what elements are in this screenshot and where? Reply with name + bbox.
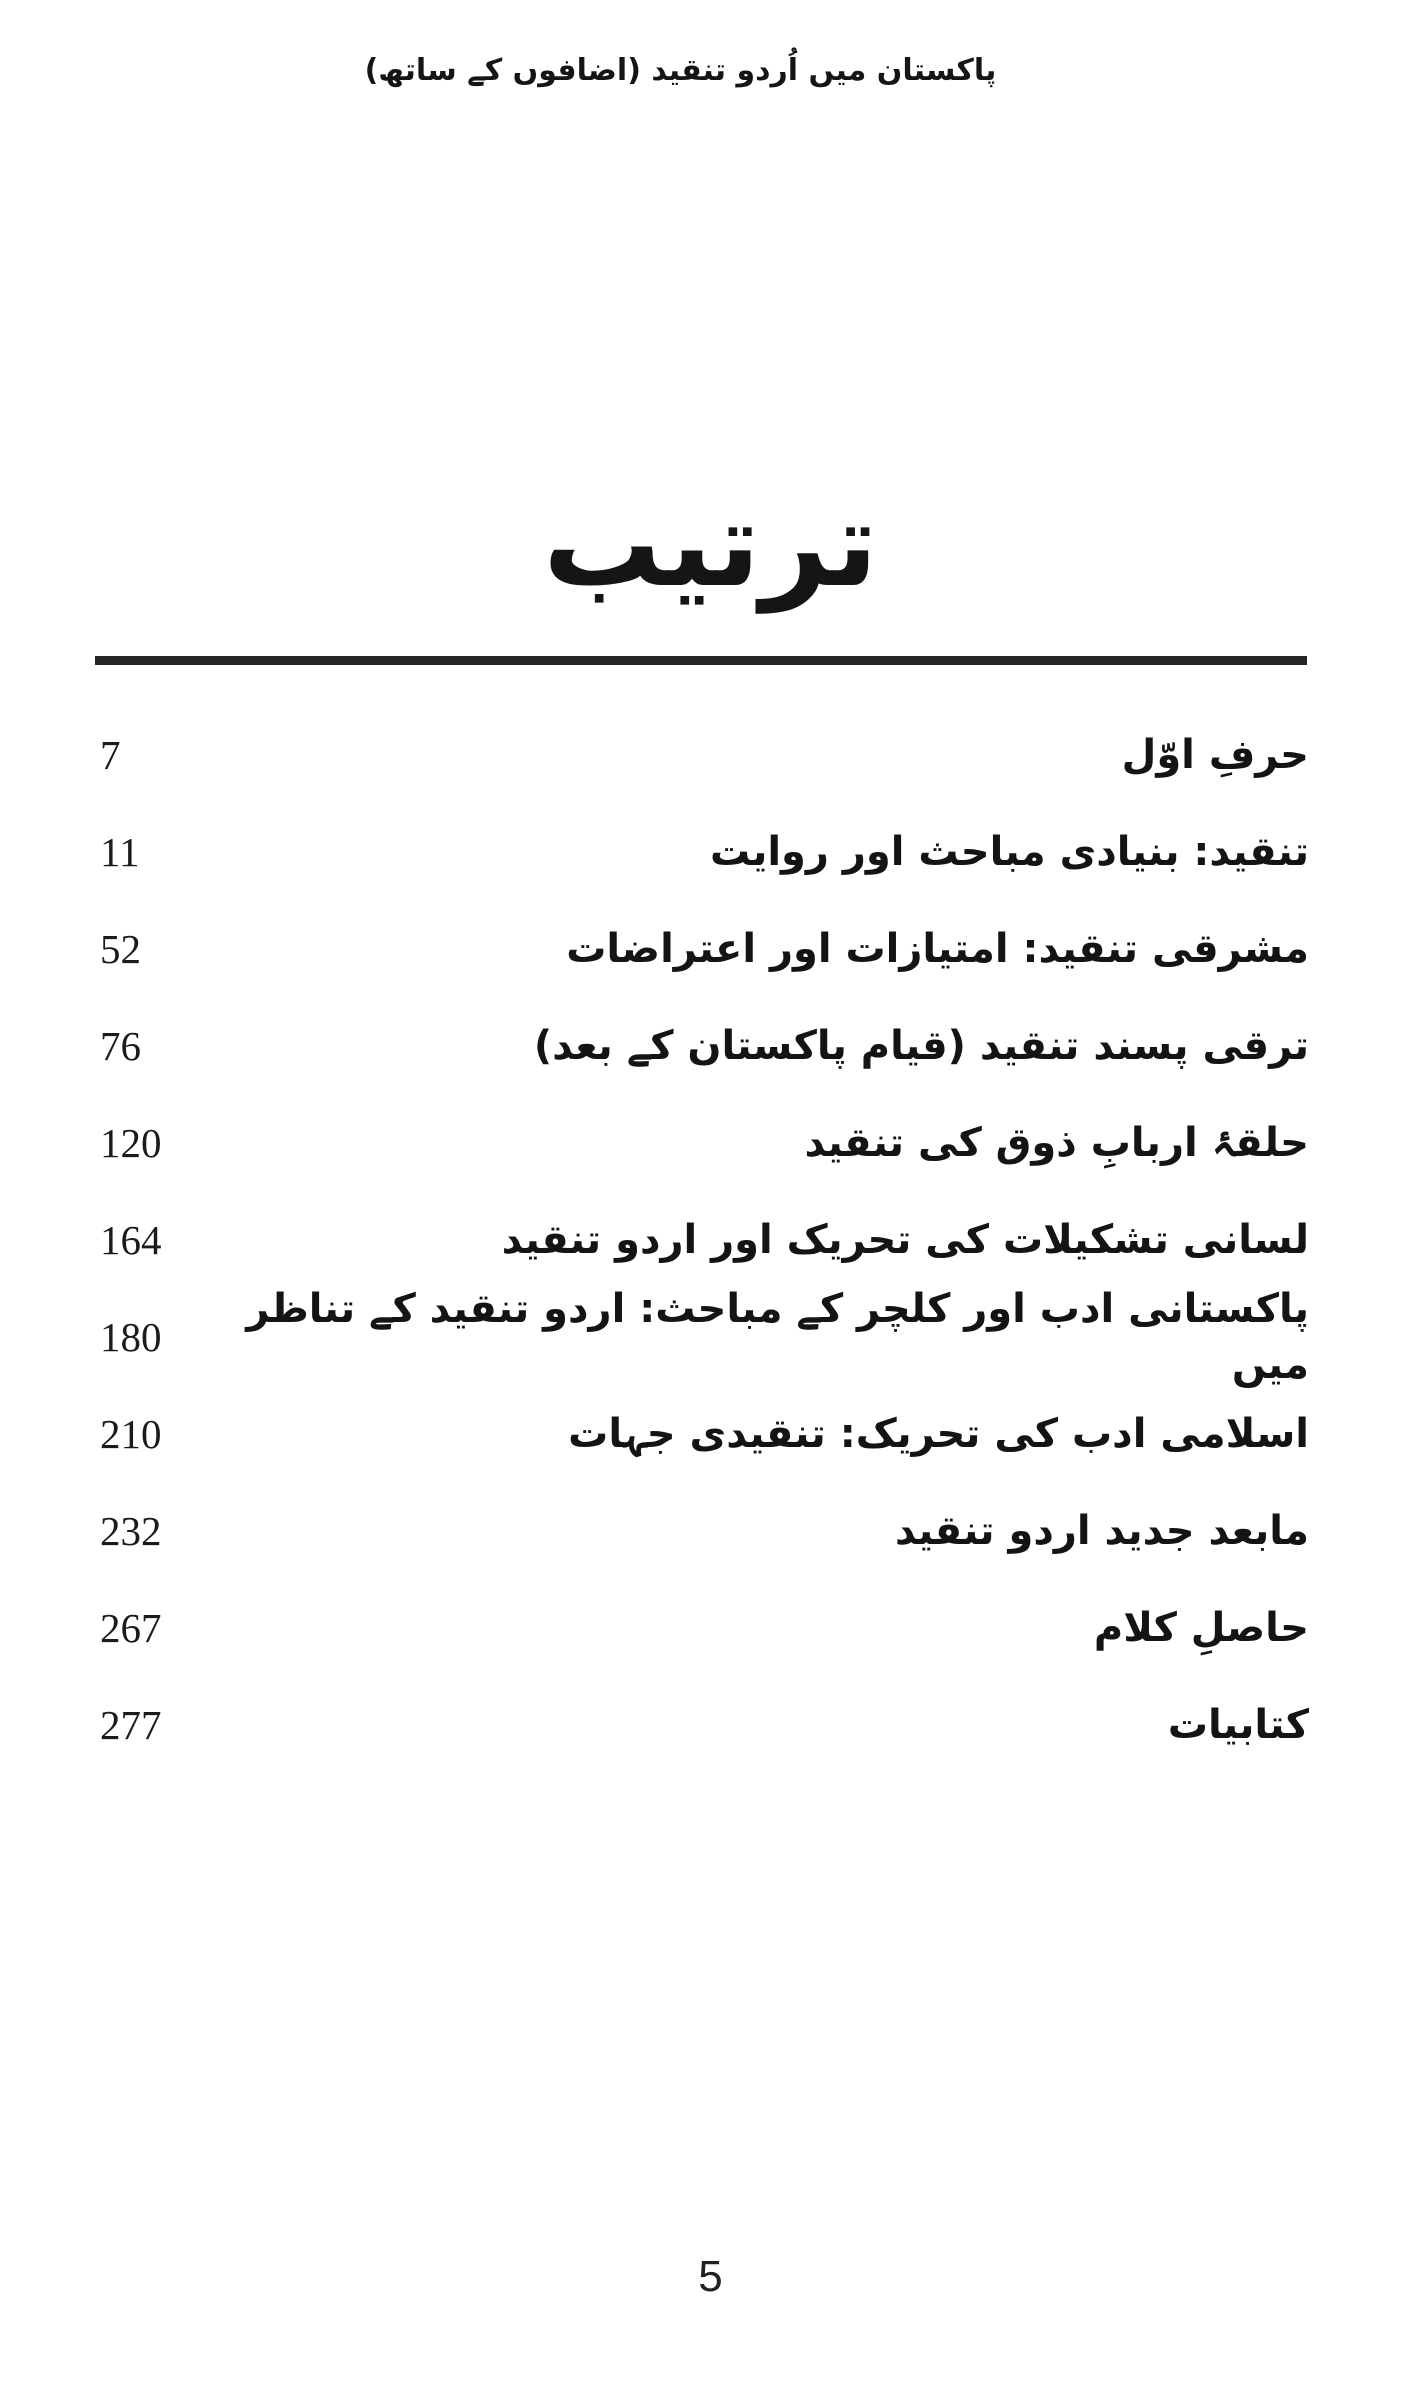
toc-entry-title: حاصلِ کلام	[1093, 1604, 1309, 1651]
toc-entry-title: مشرقی تنقید: امتیازات اور اعتراضات	[566, 925, 1309, 972]
title-rule	[95, 656, 1307, 665]
book-title: پاکستان میں اُردو تنقید (اضافوں کے ساتھ)	[364, 53, 997, 88]
page-footer	[0, 2252, 1421, 2302]
toc-page-number: 277	[100, 1701, 162, 1748]
toc-page-number: 120	[100, 1119, 162, 1166]
contents-title: ترتیب	[542, 475, 879, 613]
toc-entry	[100, 706, 1309, 803]
toc-entry	[100, 1385, 1309, 1482]
toc-entry-title: لسانی تشکیلات کی تحریک اور اردو تنقید	[501, 1216, 1309, 1263]
toc-page-number: 180	[100, 1313, 162, 1360]
toc-entry	[100, 803, 1309, 900]
toc-page-number: 164	[100, 1216, 162, 1263]
toc-list	[100, 706, 1309, 1773]
toc-entry-title: پاکستانی ادب اور کلچر کے مباحث: اردو تنقید کے تناظر میں	[246, 1285, 1309, 1388]
toc-entry	[100, 1285, 1309, 1388]
toc-entry	[100, 900, 1309, 997]
toc-entry	[100, 1482, 1309, 1579]
toc-entry	[100, 1094, 1309, 1191]
toc-page-number: 76	[100, 1022, 141, 1069]
toc-page-number: 210	[100, 1410, 162, 1457]
running-header	[0, 48, 1361, 93]
toc-entry-title: کتابیات	[1167, 1701, 1309, 1748]
toc-entry-title: اسلامی ادب کی تحریک: تنقیدی جہات	[568, 1410, 1309, 1457]
page-number: 5	[698, 2252, 723, 2301]
toc-page-number: 52	[100, 925, 141, 972]
toc-page-number: 267	[100, 1604, 162, 1651]
toc-entry	[100, 1191, 1309, 1288]
toc-entry-title: حلقۂ اربابِ ذوق کی تنقید	[804, 1119, 1309, 1166]
toc-entry-title: مابعد جدید اردو تنقید	[894, 1507, 1309, 1554]
toc-page-number: 11	[100, 828, 140, 875]
toc-entry	[100, 997, 1309, 1094]
toc-entry-title: حرفِ اوّل	[1121, 731, 1309, 778]
toc-page-number: 232	[100, 1507, 162, 1554]
toc-entry	[100, 1676, 1309, 1773]
toc-entry	[100, 1579, 1309, 1676]
toc-entry-title: تنقید: بنیادی مباحث اور روایت	[709, 828, 1309, 875]
toc-page-number: 7	[100, 731, 121, 778]
toc-entry-title: ترقی پسند تنقید (قیام پاکستان کے بعد)	[533, 1022, 1309, 1069]
